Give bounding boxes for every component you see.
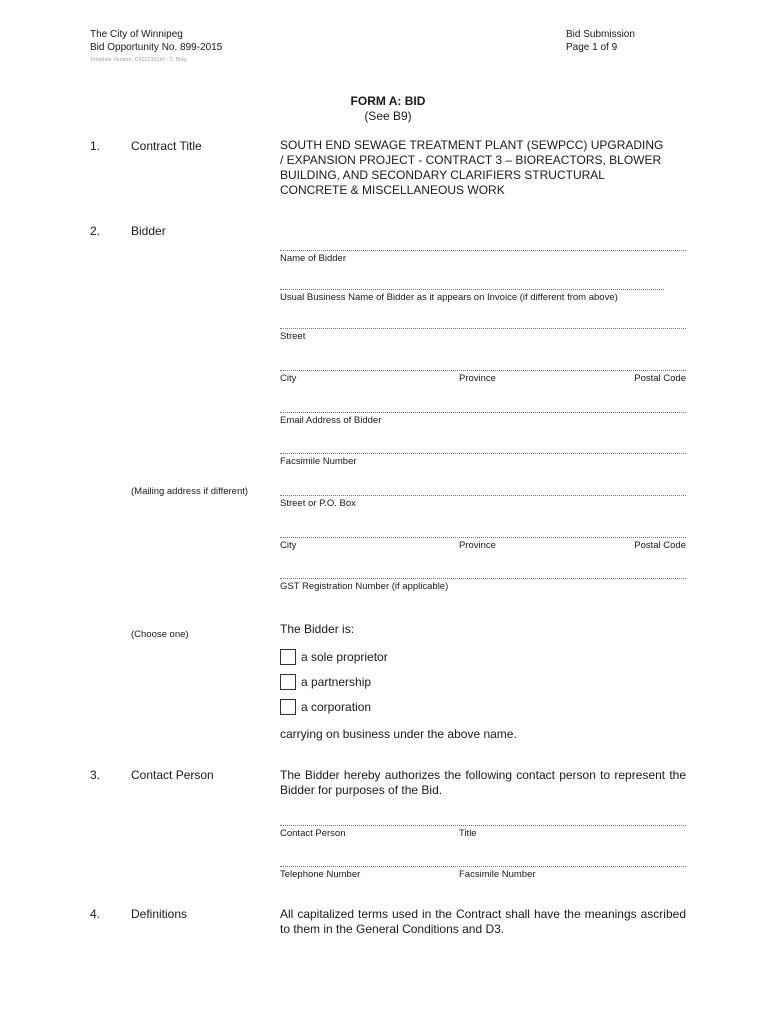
fax-line[interactable]: [280, 453, 686, 454]
partnership-label: a partnership: [301, 675, 372, 689]
contract-title-line: SOUTH END SEWAGE TREATMENT PLANT (SEWPCC) UPGRADING: [280, 138, 664, 152]
mailing-province-caption: Province: [459, 540, 496, 551]
section-1-label: Contract Title: [131, 139, 202, 153]
contact-fax-caption: Facsimile Number: [459, 869, 536, 880]
city-name: The City of Winnipeg: [90, 29, 183, 40]
mailing-postal-caption: Postal Code: [634, 540, 686, 551]
form-subtitle: (See B9): [364, 109, 412, 123]
telephone-caption: Telephone Number: [280, 869, 361, 880]
definitions-text: All capitalized terms used in the Contract shall have the meanings ascribed to them in the General Conditions and D3.: [280, 907, 686, 936]
contact-phone-line[interactable]: [280, 866, 686, 867]
email-line[interactable]: [280, 412, 686, 413]
page-number: Page 1 of 9: [566, 42, 618, 53]
province-caption: Province: [459, 373, 496, 384]
mailing-street-line[interactable]: [280, 495, 686, 496]
business-name-caption: Usual Business Name of Bidder as it appears on Invoice (if different from above): [280, 292, 618, 303]
section-1-number: 1.: [90, 139, 101, 153]
city-caption: City: [280, 373, 297, 384]
bid-submission-label: Bid Submission: [566, 29, 635, 40]
contract-title-line: BUILDING, AND SECONDARY CLARIFIERS STRUCTURAL: [280, 168, 605, 182]
business-name-line[interactable]: [280, 289, 664, 290]
gst-caption: GST Registration Number (if applicable): [280, 581, 449, 592]
sole-proprietor-label: a sole proprietor: [301, 650, 388, 664]
corporation-checkbox[interactable]: [280, 699, 296, 715]
bidder-name-caption: Name of Bidder: [280, 253, 347, 264]
mailing-city-line[interactable]: [280, 537, 686, 538]
street-caption: Street: [280, 331, 306, 342]
gst-line[interactable]: [280, 578, 686, 579]
choose-one-note: (Choose one): [131, 629, 189, 640]
header-right: [566, 28, 635, 54]
section-2-label: Bidder: [131, 224, 166, 238]
section-2-number: 2.: [90, 224, 101, 238]
section-4-number: 4.: [90, 907, 101, 921]
contract-title-line: / EXPANSION PROJECT - CONTRACT 3 – BIOREACTORS, BLOWER: [280, 153, 662, 167]
sole-proprietor-checkbox[interactable]: [280, 649, 296, 665]
bidder-name-line[interactable]: [280, 250, 686, 251]
form-title: FORM A: BID: [350, 94, 426, 108]
city-province-postal-line[interactable]: [280, 370, 686, 371]
contact-person-line[interactable]: [280, 825, 686, 826]
email-caption: Email Address of Bidder: [280, 415, 382, 426]
partnership-checkbox[interactable]: [280, 674, 296, 690]
bidder-is-label: The Bidder is:: [280, 622, 355, 636]
contract-title: [280, 138, 700, 198]
section-4-label: Definitions: [131, 907, 188, 921]
fax-caption: Facsimile Number: [280, 456, 357, 467]
postal-code-caption: Postal Code: [634, 373, 686, 384]
contract-title-line: CONCRETE & MISCELLANEOUS WORK: [280, 183, 505, 197]
corporation-label: a corporation: [301, 700, 372, 714]
section-3-number: 3.: [90, 768, 101, 782]
bid-opportunity-number: Bid Opportunity No. 899-2015: [90, 42, 223, 53]
template-version: Template Version: C420130116 - C Bldg: [90, 57, 187, 63]
header-left: [90, 28, 222, 54]
mailing-address-note: (Mailing address if different): [131, 486, 249, 497]
contact-title-caption: Title: [459, 828, 477, 839]
mailing-street-caption: Street or P.O. Box: [280, 498, 356, 509]
street-line[interactable]: [280, 328, 686, 329]
section-3-label: Contact Person: [131, 768, 214, 782]
carrying-on-business-text: carrying on business under the above name.: [280, 727, 517, 741]
contact-person-caption: Contact Person: [280, 828, 346, 839]
mailing-city-caption: City: [280, 540, 297, 551]
contact-authorization-text: The Bidder hereby authorizes the following contact person to represent the Bidder for purposes of the Bid.: [280, 768, 686, 797]
